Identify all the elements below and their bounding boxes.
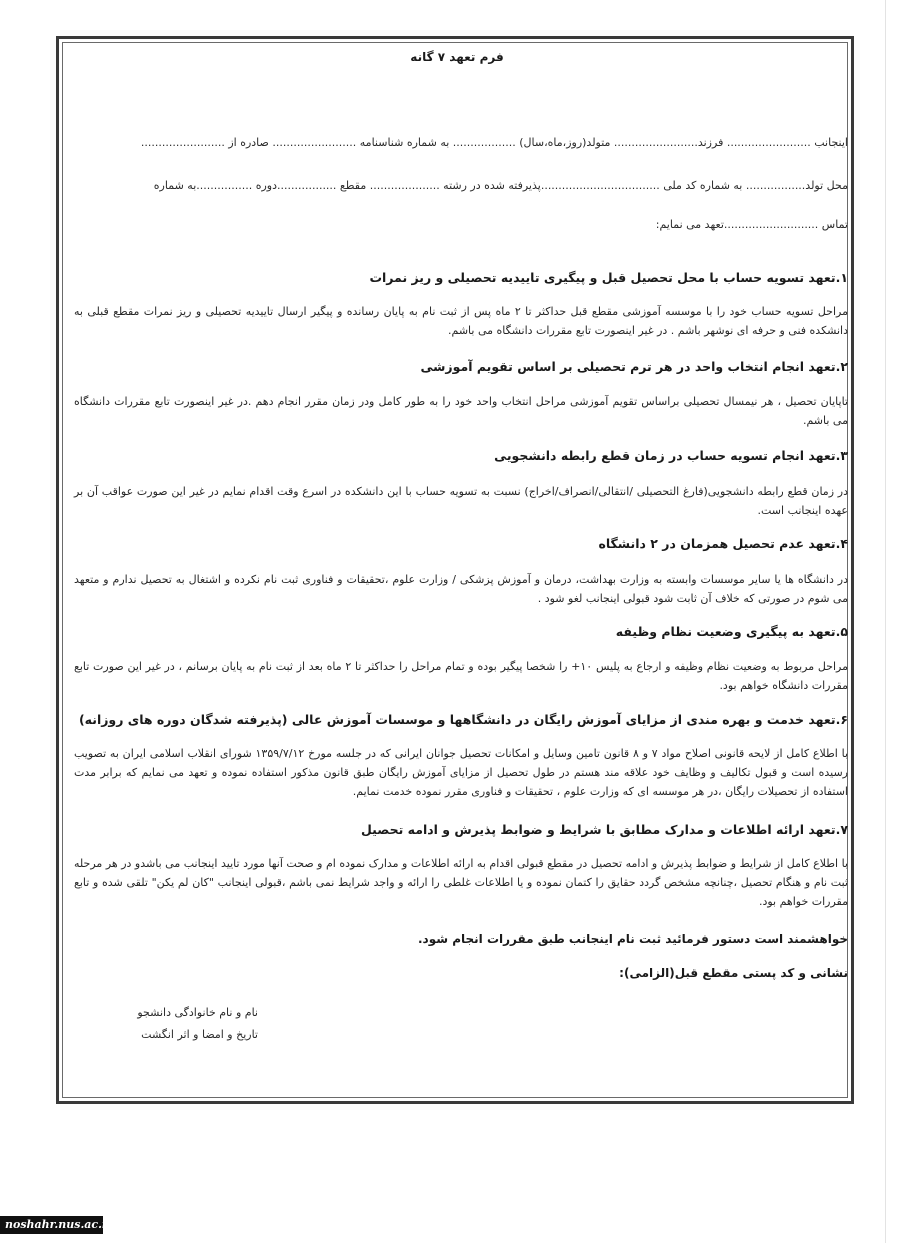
section-5-title: ۵.تعهد به پیگیری وضعیت نظام وظیفه [615,624,848,639]
previous-address-label: نشانی و کد پستی مقطع قبل(الزامی): [619,966,848,980]
section-6-title: ۶.تعهد خدمت و بهره مندی از مزایای آموزش رایگان در دانشگاهها و موسسات آموزش عالی (پذیرفته شدگان دوره های روزانه) [78,712,848,727]
section-5-body: مراحل مربوط به وضعیت نظام وظیفه و ارجاع به پلیس ۱۰+ را شخصا پیگیر بوده و تمام مراحل را حداکثر تا ۲ ماه بعد از ثبت نام به پایان برسانم ، در غیر این صورت تابع مقررات دانشگاه خواهم بود. [74,660,848,692]
student-info-line-2: محل تولد................. به شماره کد ملی ..................................پذیرفته شده در رشته .................... مقطع .................دوره ................به شماره [153,179,848,192]
section-4-body: در دانشگاه ها یا سایر موسسات وابسته به وزارت بهداشت، درمان و آموزش پزشکی / وزارت علوم ،تحقیقات و فناوری ثبت نام نکرده و اشتغال به تحصیل ندارم و متعهد می شوم در صورتی که خلاف آن ثابت شود قبولی اینجانب لغو شود . [74,573,848,605]
signature-block [58,1002,258,1046]
section-6-body: با اطلاع کامل از لایحه قانونی اصلاح مواد ۷ و ۸ قانون تامین وسایل و امکانات تحصیل جوانان ایرانی که در جلسه مورخ ۱۳۵۹/۷/۱۲ شورای انقلاب اسلامی ایران به تصویب رسیده است و قبول تکالیف و وظایف خود علاقه مند هستم در طول تحصیل از مزایای آموزش رایگان طبق قانون مذکور استفاده نموده و تعهد می نمایم که برابر مدت استفاده از تحصیلات رایگان ،در هر موسسه ای که وزارت علوم ، تحقیقات و فناوری مقرر نموده خدمت نمایم. [74,747,849,798]
registration-request: خواهشمند است دستور فرمائید ثبت نام اینجانب طبق مقررات انجام شود. [417,932,848,946]
section-7-title: ۷.تعهد ارائه اطلاعات و مدارک مطابق با شرایط و ضوابط پذیرش و ادامه تحصیل [361,822,848,837]
form-title: فرم تعهد ۷ گانه [410,50,504,64]
student-info-line-1: اینجانب ........................ فرزند........................ متولد(روز،ماه،سال) .................. به شماره شناسنامه ........................ صادره از ........................ [140,136,848,149]
section-3-body: در زمان قطع رابطه دانشجویی(فارغ التحصیلی /انتقالی/انصراف/اخراج) نسبت به تسویه حساب با این دانشکده در اسرع وقت اقدام نمایم در غیر این صورت عواقب آن بر عهده اینجانب است. [74,485,848,517]
section-7-body: با اطلاع کامل از شرایط و ضوابط پذیرش و ادامه تحصیل در مقطع قبولی اقدام به ارائه اطلاعات و مدارک نموده ام و صحت آنها مورد تایید اینجانب می باشدو در هر مرحله ثبت نام و هنگام تحصیل ،چنانچه مشخص گردد حقایق را کتمان نموده و یا اطلاعات غلطی را ارائه و واجد شرایط نمی باشم ،قبولی اینجانب "کان لم یکن" تلقی شده و تابع مقررات خواهم بود. [74,857,848,908]
site-watermark: noshahr.nus.ac.ir [0,1216,103,1234]
student-info-line-3: تماس ...........................تعهد می نمایم: [655,218,848,231]
signature-date-label: تاریخ و امضا و اثر انگشت [141,1028,258,1041]
section-1-body: مراحل تسویه حساب خود را با موسسه آموزشی مقطع قبل حداکثر تا ۲ ماه پس از ثبت نام به پایان رسانده و پیگیر ارسال تاییدیه تحصیلی و ریز نمرات مقطع قبلی به دانشکده فنی و حرفه ای نوشهر باشم . در غیر اینصورت تابع مقررات دانشگاه می باشم. [74,305,848,337]
section-4-title: ۴.تعهد عدم تحصیل همزمان در ۲ دانشگاه [598,536,848,551]
section-3-title: ۳.تعهد انجام تسویه حساب در زمان قطع رابطه دانشجویی [494,448,848,463]
section-1-title: ۱.تعهد تسویه حساب با محل تحصیل قبل و پیگیری تاییدیه تحصیلی و ریز نمرات [369,270,848,285]
section-2-body: تاپایان تحصیل ، هر نیمسال تحصیلی براساس تقویم آموزشی مراحل انتخاب واحد خود را به طور کامل ودر زمان مقرر انجام دهم .در غیر اینصورت تابع مقررات دانشگاه می باشم. [74,395,848,427]
section-2-title: ۲.تعهد انجام انتخاب واحد در هر ترم تحصیلی بر اساس تقویم آموزشی [420,359,848,374]
page-edge [885,0,886,1243]
student-name-label: نام و نام خانوادگی دانشجو [137,1006,258,1019]
